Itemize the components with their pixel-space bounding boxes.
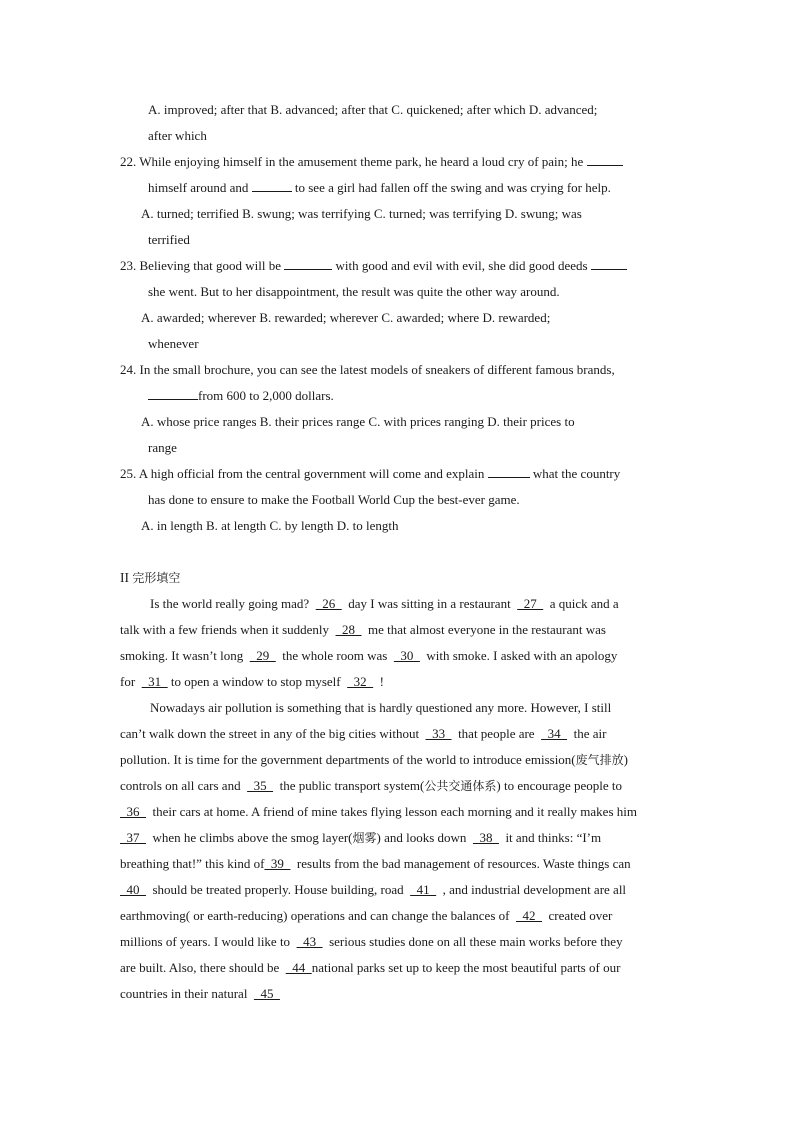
q25-options-line1: A. in length B. at length C. by length D. to length <box>141 518 399 533</box>
passage-text: ! <box>379 674 384 689</box>
blank-41: 41 <box>410 882 437 897</box>
passage-text: that people are <box>458 726 535 741</box>
blank-26: 26 <box>315 596 342 611</box>
q25-text: what the country <box>532 466 621 481</box>
passage-text: Is the world really going mad? <box>150 596 310 611</box>
section-heading <box>120 569 180 587</box>
passage-text: national parks set up to keep the most beautiful parts of our <box>311 960 621 975</box>
q22-text: to see a girl had fallen off the swing and was crying for help. <box>294 180 611 195</box>
blank-27: 27 <box>517 596 544 611</box>
q25-stem-line1 <box>120 465 675 483</box>
passage-text: breathing that!” this kind of <box>120 856 265 871</box>
passage-text: for <box>120 674 136 689</box>
q21-options-line1: A. improved; after that B. advanced; after that C. quickened; after which D. advanced; <box>148 102 598 117</box>
passage-text: , and industrial development are all <box>442 882 627 897</box>
blank-37: 37 <box>120 830 146 845</box>
passage-line <box>120 621 675 639</box>
q23-options-line2: whenever <box>148 336 199 351</box>
q22-stem-line1 <box>120 153 675 171</box>
q22-options-line1: A. turned; terrified B. swung; was terrifying C. turned; was terrifying D. swung; was <box>141 206 582 221</box>
passage-line <box>120 907 675 925</box>
blank-28: 28 <box>335 622 362 637</box>
section-title: 完形填空 <box>132 571 181 585</box>
answer-blank <box>591 257 627 270</box>
blank-33: 33 <box>425 726 452 741</box>
passage-text: their cars at home. A friend of mine takes flying lesson each morning and it really makes him <box>152 804 637 819</box>
passage-text: countries in their natural <box>120 986 248 1001</box>
passage-line <box>120 803 675 821</box>
passage-text: 烟雾 <box>352 831 377 845</box>
blank-36: 36 <box>120 804 146 819</box>
answer-blank <box>587 153 623 166</box>
passage-text: 公共交通体系 <box>424 779 497 793</box>
blank-44: 44 <box>285 960 312 975</box>
answer-blank <box>284 257 332 270</box>
q23-options-line1: A. awarded; wherever B. rewarded; wherever C. awarded; where D. rewarded; <box>141 310 551 325</box>
q24-stem-line2 <box>148 387 675 405</box>
blank-31: 31 <box>141 674 168 689</box>
passage-line <box>120 985 675 1003</box>
passage-text: millions of years. I would like to <box>120 934 291 949</box>
q24-options-line2: range <box>148 440 177 455</box>
passage-text: controls on all cars and <box>120 778 241 793</box>
answer-blank <box>148 387 198 400</box>
passage-text: talk with a few friends when it suddenly <box>120 622 330 637</box>
passage-text: can’t walk down the street in any of the big cities without <box>120 726 420 741</box>
passage-text: smoking. It wasn’t long <box>120 648 244 663</box>
q23-stem-line2: she went. But to her disappointment, the result was quite the other way around. <box>148 284 560 299</box>
blank-35: 35 <box>247 778 274 793</box>
passage-line <box>120 881 675 899</box>
passage-text: to open a window to stop myself <box>170 674 341 689</box>
q22-text: 22. While enjoying himself in the amusement theme park, he heard a loud cry of pain; he <box>120 154 584 169</box>
passage-text: with smoke. I asked with an apology <box>426 648 618 663</box>
blank-32: 32 <box>347 674 374 689</box>
passage-line <box>120 673 675 691</box>
blank-45: 45 <box>253 986 280 1001</box>
passage-line <box>120 959 675 977</box>
q24-options-line1: A. whose price ranges B. their prices range C. with prices ranging D. their prices to <box>141 414 575 429</box>
q24-stem-line1: 24. In the small brochure, you can see the latest models of sneakers of different famous brands, <box>120 362 615 377</box>
blank-29: 29 <box>249 648 276 663</box>
q25-stem-line2: has done to ensure to make the Football World Cup the best-ever game. <box>148 492 520 507</box>
q23-text: with good and evil with evil, she did good deeds <box>335 258 588 273</box>
passage-text: when he climbs above the smog layer( <box>152 830 353 845</box>
blank-38: 38 <box>472 830 499 845</box>
answer-blank <box>252 179 292 192</box>
q21-options-line2: after which <box>148 128 207 143</box>
passage-text: it and thinks: “I’m <box>505 830 602 845</box>
passage-line <box>120 725 675 743</box>
passage-line: Nowadays air pollution is something that is hardly questioned any more. However, I still <box>150 700 612 715</box>
passage-line <box>120 777 675 795</box>
passage-text: serious studies done on all these main works before they <box>329 934 623 949</box>
blank-40: 40 <box>120 882 146 897</box>
answer-blank <box>488 465 530 478</box>
q22-stem-line2 <box>148 179 675 197</box>
passage-text: created over <box>548 908 613 923</box>
passage-text: ) to encourage people to <box>496 778 622 793</box>
passage-text: earthmoving( or earth-reducing) operations and can change the balances of <box>120 908 510 923</box>
blank-43: 43 <box>296 934 323 949</box>
passage-text: should be treated properly. House building, road <box>152 882 404 897</box>
passage-text: me that almost everyone in the restaurant was <box>368 622 606 637</box>
passage-text: pollution. It is time for the government departments of the world to introduce emission( <box>120 752 576 767</box>
q25-text: 25. A high official from the central government will come and explain <box>120 466 485 481</box>
blank-39: 39 <box>264 856 291 871</box>
blank-30: 30 <box>393 648 420 663</box>
passage-line <box>120 595 675 613</box>
q24-text: from 600 to 2,000 dollars. <box>198 388 334 403</box>
passage-text: the public transport system( <box>279 778 425 793</box>
passage-text: results from the bad management of resources. Waste things can <box>296 856 631 871</box>
passage-line <box>120 751 675 769</box>
passage-text: a quick and a <box>549 596 619 611</box>
passage-text: 废气排放 <box>575 753 624 767</box>
passage-line <box>120 647 675 665</box>
passage-text: day I was sitting in a restaurant <box>348 596 511 611</box>
passage-text: ) <box>623 752 628 767</box>
passage-text: are built. Also, there should be <box>120 960 280 975</box>
q23-stem-line1 <box>120 257 675 275</box>
passage-line <box>120 855 675 873</box>
passage-text: the whole room was <box>282 648 388 663</box>
section-number: II <box>120 570 133 585</box>
q22-options-line2: terrified <box>148 232 190 247</box>
passage-text: the air <box>573 726 607 741</box>
q22-text: himself around and <box>148 180 249 195</box>
blank-34: 34 <box>541 726 568 741</box>
passage-text: ) and looks down <box>376 830 467 845</box>
blank-42: 42 <box>515 908 542 923</box>
q23-text: 23. Believing that good will be <box>120 258 282 273</box>
passage-line <box>120 933 675 951</box>
passage-line <box>120 829 675 847</box>
